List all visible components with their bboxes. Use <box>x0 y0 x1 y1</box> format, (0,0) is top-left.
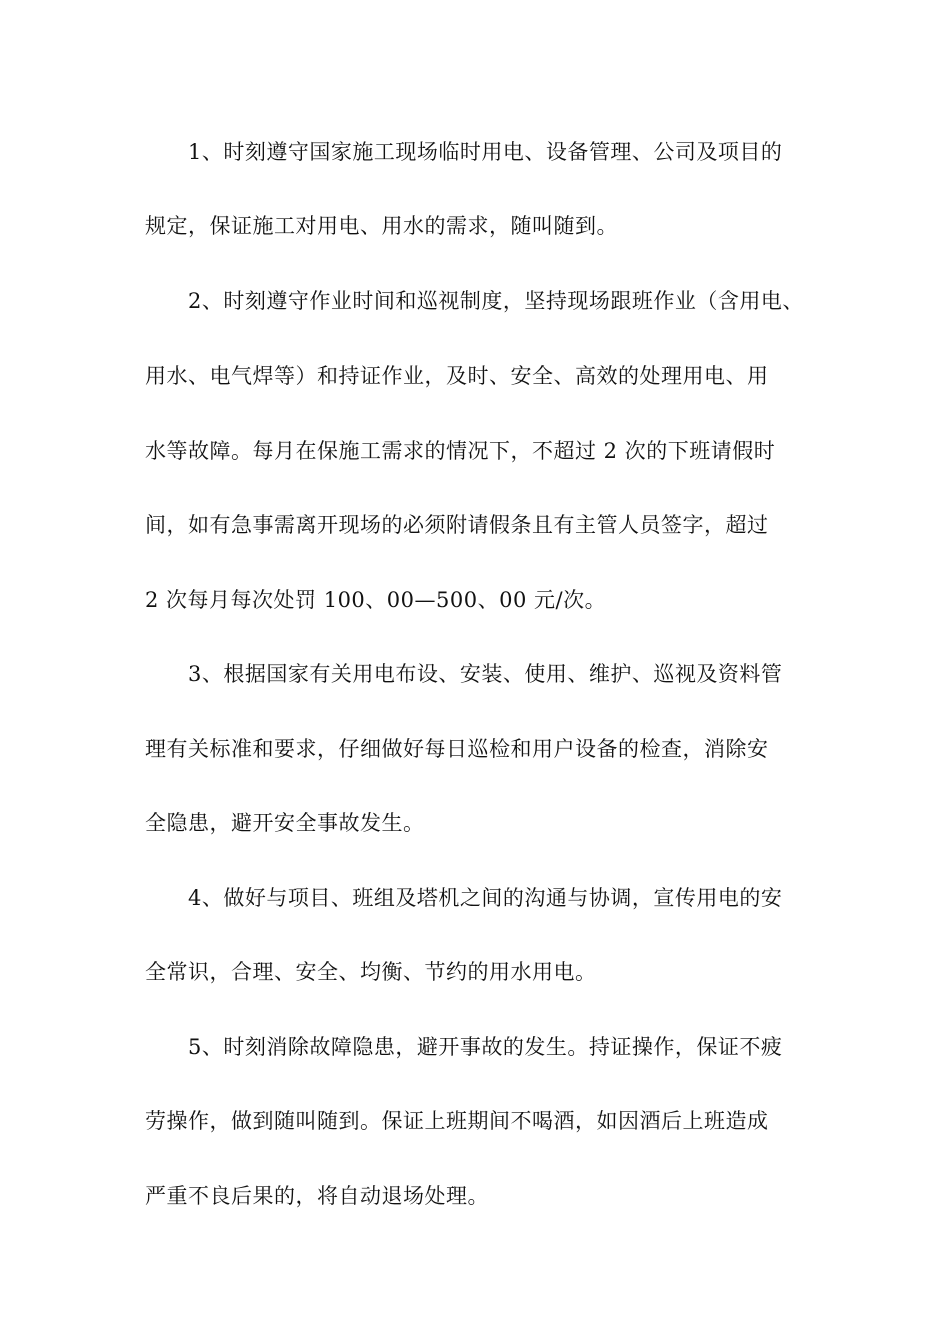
text-line: 全隐患，避开安全事故发生。 <box>145 811 425 835</box>
text-line: 1、时刻遵守国家施工现场临时用电、设备管理、公司及项目的 <box>188 140 783 164</box>
text-line: 4、做好与项目、班组及塔机之间的沟通与协调，宣传用电的安 <box>188 886 783 910</box>
text-line: 全常识，合理、安全、均衡、节约的用水用电。 <box>145 960 597 984</box>
text-line: 水等故障。每月在保施工需求的情况下，不超过 2 次的下班请假时 <box>145 439 776 463</box>
text-line: 3、根据国家有关用电布设、安装、使用、维护、巡视及资料管 <box>188 662 783 686</box>
text-line: 理有关标准和要求，仔细做好每日巡检和用户设备的检查，消除安 <box>145 737 769 761</box>
text-line: 2、时刻遵守作业时间和巡视制度，坚持现场跟班作业（含用电、 <box>188 289 804 313</box>
text-line: 5、时刻消除故障隐患，避开事故的发生。持证操作，保证不疲 <box>188 1035 783 1059</box>
text-line: 2 次每月每次处罚 100、00—500、00 元/次。 <box>145 588 607 612</box>
text-line: 严重不良后果的，将自动退场处理。 <box>145 1184 489 1208</box>
text-line: 劳操作，做到随叫随到。保证上班期间不喝酒，如因酒后上班造成 <box>145 1109 769 1133</box>
text-line: 用水、电气焊等）和持证作业，及时、安全、高效的处理用电、用 <box>145 364 769 388</box>
text-line: 间，如有急事需离开现场的必须附请假条且有主管人员签字，超过 <box>145 513 769 537</box>
text-line: 规定，保证施工对用电、用水的需求，随叫随到。 <box>145 214 618 238</box>
